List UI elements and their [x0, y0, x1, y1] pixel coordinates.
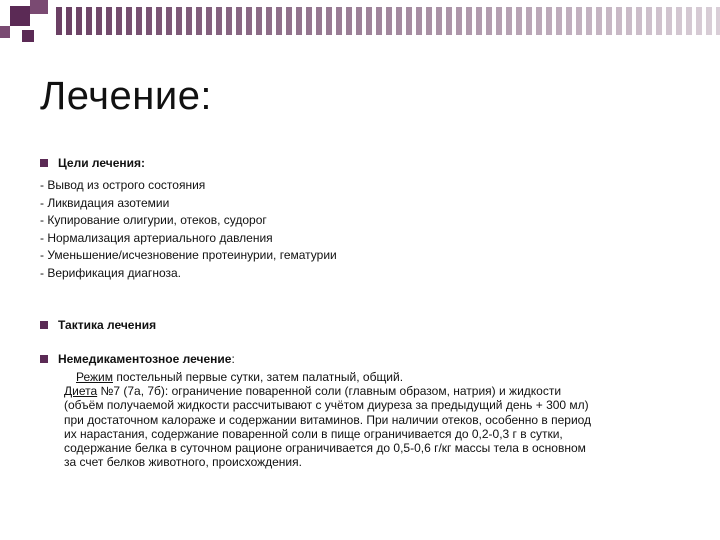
non-drug-heading-colon: : [231, 352, 235, 366]
goal-item: - Верификация диагноза. [40, 265, 181, 280]
square-bullet-icon [40, 355, 48, 363]
goals-heading: Цели лечения: [58, 156, 146, 170]
goal-item: - Уменьшение/исчезновение протеинурии, гематурии [40, 248, 337, 262]
goal-item: - Вывод из острого состояния [40, 178, 206, 192]
square-bullet-icon [40, 321, 48, 329]
non-drug-bullet [40, 351, 690, 367]
diet-label: Диета [64, 384, 98, 399]
regime-text: постельный первые сутки, затем палатный, общий. [113, 370, 404, 384]
tactics-heading: Тактика лечения [58, 318, 157, 332]
regime-label: Режим [76, 370, 113, 384]
diet-line: (объём получаемой жидкости рассчитывают с учётом диуреза за предыдущий день + 300 мл) [64, 398, 589, 413]
diet-line [64, 384, 690, 398]
decor-square [0, 26, 10, 38]
decor-stripes [56, 7, 720, 35]
slide-title: Лечение: [40, 74, 213, 118]
non-drug-heading-text: Немедикаментозное лечение [58, 352, 232, 366]
goal-item: - Нормализация артериального давления [40, 230, 273, 245]
square-bullet-icon [40, 159, 48, 167]
diet-line: их нарастания, содержание поваренной соли в пище ограничивается до 0,2-0,3 г в сутки, [64, 426, 563, 441]
decor-square [10, 6, 30, 26]
diet-text: №7 (7а, 7б): ограничение поваренной соли (главным образом, натрия) и жидкости [97, 384, 562, 399]
header-decoration [0, 0, 720, 46]
decor-square [22, 30, 34, 42]
slide-body [40, 155, 690, 469]
goals-bullet [40, 155, 690, 171]
decor-square [30, 0, 48, 14]
non-drug-heading [58, 351, 235, 367]
non-drug-details [40, 370, 690, 469]
goal-item: - Ликвидация азотемии [40, 195, 170, 210]
goal-item: - Купирование олигурии, отеков, судорог [40, 213, 267, 227]
tactics-bullet [40, 317, 690, 333]
diet-line: содержание белка в суточном рационе ограничивается до 0,5-0,6 г/кг массы тела в основном [64, 441, 586, 456]
diet-line: при достаточном калораже и содержании витаминов. При наличии отеков, особенно в период [64, 412, 592, 427]
goals-list [40, 177, 690, 282]
diet-line: за счет белков животного, происхождения. [64, 455, 302, 470]
regime-line [76, 370, 690, 384]
